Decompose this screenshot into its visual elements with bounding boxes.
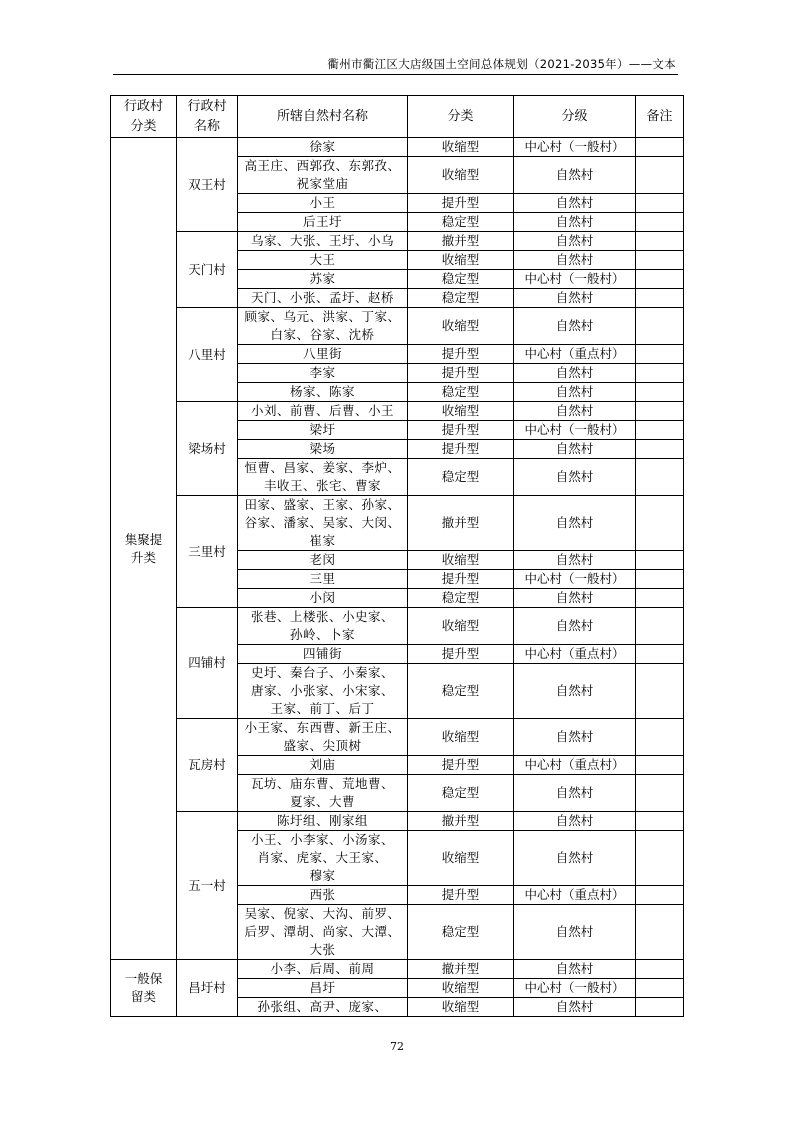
grade-cell [514,775,636,812]
natural-villages-cell [238,645,408,664]
page-number: 72 [390,1040,404,1053]
natural-villages-text: 夏家、大曹 [289,794,355,809]
natural-villages-cell [238,194,408,213]
natural-villages-text: 丰收王、张宅、曹家 [263,478,381,493]
grade-text: 自然村 [555,961,594,976]
remarks-cell [636,270,684,289]
remarks-cell [636,402,684,421]
admin-village-type-text: 升类 [130,549,156,565]
natural-villages-text: 李家 [309,365,336,380]
category-cell [408,232,514,251]
grade-cell [514,998,636,1017]
natural-villages-cell [238,402,408,421]
admin-village-name-text: 瓦房村 [188,757,226,772]
remarks-cell [636,645,684,664]
grade-cell [514,905,636,960]
category-text: 提升型 [441,195,480,210]
natural-villages-text: 孙张组、高尹、庞家、 [257,999,388,1014]
grade-text: 自然村 [555,252,594,267]
natural-villages-text: 乌家、大张、王圩、小乌 [250,233,394,248]
category-cell [408,645,514,664]
remarks-cell [636,308,684,345]
natural-villages-text: 大张 [309,942,336,957]
category-cell [408,138,514,157]
remarks-cell [636,589,684,608]
natural-villages-cell [238,232,408,251]
grade-cell [514,496,636,551]
natural-villages-cell [238,589,408,608]
grade-text: 中心村（重点村） [524,646,625,661]
grade-cell [514,719,636,756]
grade-text: 自然村 [555,850,594,865]
natural-villages-cell [238,960,408,979]
admin-village-type-text: 一般保 [124,971,163,986]
grade-text: 中心村（一般村） [524,571,625,586]
category-cell [408,421,514,440]
natural-villages-cell [238,440,408,459]
natural-villages-text: 吴家、倪家、大沟、前罗、 [244,906,401,921]
natural-villages-cell [238,383,408,402]
grade-text: 自然村 [555,403,594,418]
natural-villages-cell [238,364,408,383]
category-cell [408,608,514,645]
grade-cell [514,308,636,345]
category-text: 提升型 [441,441,480,456]
natural-villages-cell [238,756,408,775]
natural-villages-cell [238,251,408,270]
header-rule [113,74,678,75]
category-cell [408,589,514,608]
table-row [111,496,684,551]
category-cell [408,402,514,421]
natural-villages-cell [238,886,408,905]
grade-cell [514,551,636,570]
remarks-cell [636,496,684,551]
table-row [111,719,684,756]
category-text: 稳定型 [441,384,480,399]
category-text: 收缩型 [441,403,480,418]
category-text: 收缩型 [441,552,480,567]
grade-text: 自然村 [555,318,594,333]
col-header-admin-village-type [111,96,177,138]
natural-villages-text: 西张 [309,887,336,902]
category-cell [408,905,514,960]
grade-text: 自然村 [555,924,594,939]
grade-cell [514,886,636,905]
grade-cell [514,289,636,308]
natural-villages-text: 徐家 [309,139,336,154]
natural-villages-text: 恒曹、昌家、姜家、李炉、 [244,460,401,475]
grade-cell [514,812,636,831]
admin-village-name-line-2: 名称 [193,118,220,134]
natural-villages-text: 盛家、尖顶树 [283,738,362,753]
category-cell [408,719,514,756]
category-text: 提升型 [441,365,480,380]
natural-villages-text: 梁场 [309,441,336,456]
natural-villages-cell [238,157,408,194]
natural-villages-text: 谷家、潘家、吴家、大闵、 [244,515,401,530]
col-header-natural-villages: 所辖自然村名称 [238,96,408,138]
table-row [111,608,684,645]
admin-village-name-text: 昌圩村 [188,980,226,995]
grade-cell [514,270,636,289]
admin-village-type-text: 集聚提 [124,531,163,547]
natural-villages-text: 白家、谷家、沈桥 [270,327,375,342]
admin-village-name-text: 天门村 [188,261,226,277]
grade-cell [514,194,636,213]
table-body [111,138,684,1017]
remarks-cell [636,551,684,570]
grade-text: 中心村（重点村） [524,887,625,902]
grade-text: 自然村 [555,683,594,698]
remarks-cell [636,979,684,998]
col-header-admin-village-name [177,96,238,138]
remarks-cell [636,232,684,251]
admin-village-type-cell [111,138,177,960]
natural-villages-cell [238,496,408,551]
category-text: 稳定型 [441,290,480,305]
natural-villages-text: 杨家、陈家 [289,384,355,399]
category-text: 收缩型 [441,729,480,744]
admin-village-name-cell [177,402,238,496]
natural-villages-text: 瓦坊、庙东曹、荒地曹、 [250,776,394,791]
remarks-cell [636,459,684,496]
grade-cell [514,645,636,664]
category-cell [408,570,514,589]
natural-villages-cell [238,905,408,960]
grade-text: 自然村 [555,384,594,399]
remarks-cell [636,812,684,831]
natural-villages-text: 祝家堂庙 [296,176,349,191]
category-cell [408,308,514,345]
natural-villages-cell [238,421,408,440]
category-text: 撤并型 [441,961,480,976]
grade-cell [514,979,636,998]
category-text: 收缩型 [441,252,480,267]
table-row [111,812,684,831]
document-header-title: 衢州市衢江区大店级国土空间总体规划（2021-2035年）——文本 [327,57,676,71]
natural-villages-cell [238,138,408,157]
natural-villages-text: 后王圩 [302,214,342,229]
category-text: 稳定型 [441,469,480,484]
remarks-cell [636,905,684,960]
natural-villages-text: 八里街 [302,346,342,361]
admin-village-name-text: 八里村 [188,346,226,362]
natural-villages-text: 穆家 [309,868,336,883]
category-text: 撤并型 [441,515,480,530]
remarks-cell [636,421,684,440]
admin-village-name-cell [177,960,238,1017]
natural-villages-text: 王家、前丁、后丁 [270,701,375,716]
grade-cell [514,960,636,979]
category-text: 稳定型 [441,785,480,800]
grade-text: 自然村 [555,515,594,530]
natural-villages-text: 顾家、乌元、洪家、丁家、 [244,309,401,324]
grade-text: 自然村 [555,618,594,633]
grade-cell [514,664,636,719]
category-cell [408,289,514,308]
natural-villages-cell [238,719,408,756]
admin-village-name-cell [177,812,238,960]
natural-villages-cell [238,213,408,232]
admin-village-name-text: 双王村 [188,176,226,192]
category-text: 收缩型 [441,999,480,1014]
remarks-cell [636,364,684,383]
admin-village-name-cell [177,308,238,402]
remarks-cell [636,831,684,886]
grade-cell [514,213,636,232]
natural-villages-text: 高王庄、西郭孜、东郭孜、 [244,158,401,173]
natural-villages-text: 刘庙 [309,757,336,772]
natural-villages-text: 昌圩 [309,980,336,995]
remarks-cell [636,440,684,459]
category-cell [408,998,514,1017]
natural-villages-text: 后罗、潭胡、尚家、大潭、 [244,924,401,939]
grade-text: 中心村（一般村） [524,980,625,995]
grade-cell [514,831,636,886]
admin-village-name-cell [177,496,238,608]
remarks-cell [636,251,684,270]
remarks-cell [636,960,684,979]
category-cell [408,213,514,232]
table-row [111,138,684,157]
grade-cell [514,402,636,421]
natural-villages-text: 小刘、前曹、后曹、小王 [250,403,394,418]
col-header-remarks: 备注 [636,96,684,138]
natural-villages-text: 小王 [309,195,336,210]
grade-cell [514,138,636,157]
grade-text: 自然村 [555,469,594,484]
admin-village-name-line-1: 行政村 [187,98,227,114]
category-text: 提升型 [441,422,480,437]
admin-village-type-line-1: 行政村 [123,98,163,114]
natural-villages-text: 小李、后周、前周 [270,961,375,976]
remarks-cell [636,886,684,905]
category-text: 提升型 [441,346,480,361]
natural-villages-cell [238,270,408,289]
category-cell [408,886,514,905]
admin-village-name-cell [177,138,238,232]
grade-text: 自然村 [555,233,594,248]
admin-village-type-line-2: 分类 [130,118,157,134]
category-cell [408,960,514,979]
natural-villages-cell [238,664,408,719]
natural-villages-cell [238,308,408,345]
table-header-row [111,96,684,138]
admin-village-name-text: 梁场村 [188,440,226,456]
category-text: 撤并型 [441,233,480,248]
col-header-grade: 分级 [514,96,636,138]
category-cell [408,270,514,289]
grade-text: 自然村 [555,214,594,229]
natural-villages-cell [238,570,408,589]
remarks-cell [636,289,684,308]
category-text: 收缩型 [441,850,480,865]
category-text: 收缩型 [441,980,480,995]
grade-text: 自然村 [555,365,594,380]
category-text: 提升型 [441,646,480,661]
table-row [111,402,684,421]
remarks-cell [636,570,684,589]
grade-text: 自然村 [555,167,594,182]
category-cell [408,157,514,194]
grade-text: 中心村（重点村） [524,346,625,361]
natural-villages-text: 肖家、虎家、大王家、 [257,850,388,865]
grade-text: 自然村 [555,729,594,744]
admin-village-name-cell [177,232,238,308]
remarks-cell [636,998,684,1017]
table-row [111,308,684,345]
category-cell [408,775,514,812]
natural-villages-text: 史圩、秦台子、小秦家、 [250,665,394,680]
natural-villages-cell [238,551,408,570]
category-text: 收缩型 [441,618,480,633]
col-header-category: 分类 [408,96,514,138]
grade-cell [514,570,636,589]
natural-villages-cell [238,345,408,364]
grade-cell [514,232,636,251]
grade-text: 中心村（一般村） [524,139,625,154]
grade-text: 自然村 [555,999,594,1014]
category-cell [408,496,514,551]
grade-cell [514,421,636,440]
category-text: 稳定型 [441,683,480,698]
grade-cell [514,383,636,402]
grade-cell [514,364,636,383]
category-text: 提升型 [441,757,480,772]
grade-cell [514,345,636,364]
category-cell [408,345,514,364]
natural-villages-cell [238,775,408,812]
natural-villages-cell [238,459,408,496]
village-classification-table [110,95,684,1017]
category-cell [408,383,514,402]
natural-villages-cell [238,812,408,831]
natural-villages-text: 唐家、小张家、小宋家、 [250,683,394,698]
natural-villages-cell [238,979,408,998]
grade-text: 自然村 [555,785,594,800]
grade-text: 自然村 [555,290,594,305]
natural-villages-text: 苏家 [309,271,336,286]
grade-text: 自然村 [555,813,594,828]
admin-village-name-text: 四铺村 [188,655,226,670]
category-text: 稳定型 [441,590,480,605]
category-text: 稳定型 [441,271,480,286]
admin-village-name-text: 五一村 [188,877,226,893]
category-text: 稳定型 [441,924,480,939]
natural-villages-text: 陈圩组、刚家组 [276,813,368,828]
natural-villages-text: 大王 [309,252,336,267]
admin-village-name-cell [177,608,238,719]
category-text: 提升型 [441,887,480,902]
category-cell [408,194,514,213]
remarks-cell [636,719,684,756]
grade-text: 自然村 [555,195,594,210]
natural-villages-cell [238,608,408,645]
category-cell [408,812,514,831]
grade-cell [514,608,636,645]
natural-villages-text: 田家、盛家、王家、孙家、 [244,497,401,512]
category-cell [408,756,514,775]
natural-villages-text: 四铺街 [302,646,342,661]
natural-villages-cell [238,289,408,308]
category-cell [408,551,514,570]
category-cell [408,440,514,459]
natural-villages-text: 梁圩 [309,422,336,437]
remarks-cell [636,383,684,402]
remarks-cell [636,664,684,719]
category-cell [408,664,514,719]
natural-villages-text: 天门、小张、孟圩、赵桥 [250,290,394,305]
remarks-cell [636,756,684,775]
table-row [111,232,684,251]
category-cell [408,979,514,998]
grade-cell [514,251,636,270]
category-cell [408,459,514,496]
natural-villages-text: 老闵 [309,552,336,567]
natural-villages-text: 张巷、上楼张、小史家、 [250,609,394,624]
natural-villages-text: 孙岭、卜家 [289,627,355,642]
grade-text: 自然村 [555,552,594,567]
category-cell [408,364,514,383]
grade-text: 中心村（一般村） [524,271,625,286]
grade-cell [514,157,636,194]
table-row [111,960,684,979]
natural-villages-cell [238,998,408,1017]
category-text: 收缩型 [441,318,480,333]
category-cell [408,831,514,886]
category-text: 稳定型 [441,214,480,229]
category-text: 收缩型 [441,139,480,154]
grade-cell [514,756,636,775]
remarks-cell [636,157,684,194]
natural-villages-text: 小王家、东西曹、新王庄、 [244,720,401,735]
grade-cell [514,589,636,608]
grade-text: 中心村（一般村） [524,422,625,437]
natural-villages-text: 三里 [309,571,336,586]
natural-villages-text: 小闵 [309,590,336,605]
admin-village-type-cell [111,960,177,1017]
admin-village-name-text: 三里村 [188,543,226,559]
grade-cell [514,459,636,496]
natural-villages-cell [238,831,408,886]
remarks-cell [636,194,684,213]
category-text: 撤并型 [441,813,480,828]
grade-text: 自然村 [555,590,594,605]
grade-text: 中心村（重点村） [524,757,625,772]
grade-cell [514,440,636,459]
natural-villages-text: 小王、小李家、小汤家、 [250,832,394,847]
remarks-cell [636,608,684,645]
admin-village-name-cell [177,719,238,812]
category-text: 提升型 [441,571,480,586]
natural-villages-text: 崔家 [309,533,336,548]
remarks-cell [636,345,684,364]
category-text: 收缩型 [441,167,480,182]
admin-village-type-text: 留类 [130,989,156,1004]
remarks-cell [636,213,684,232]
remarks-cell [636,775,684,812]
grade-text: 自然村 [555,441,594,456]
remarks-cell [636,138,684,157]
category-cell [408,251,514,270]
